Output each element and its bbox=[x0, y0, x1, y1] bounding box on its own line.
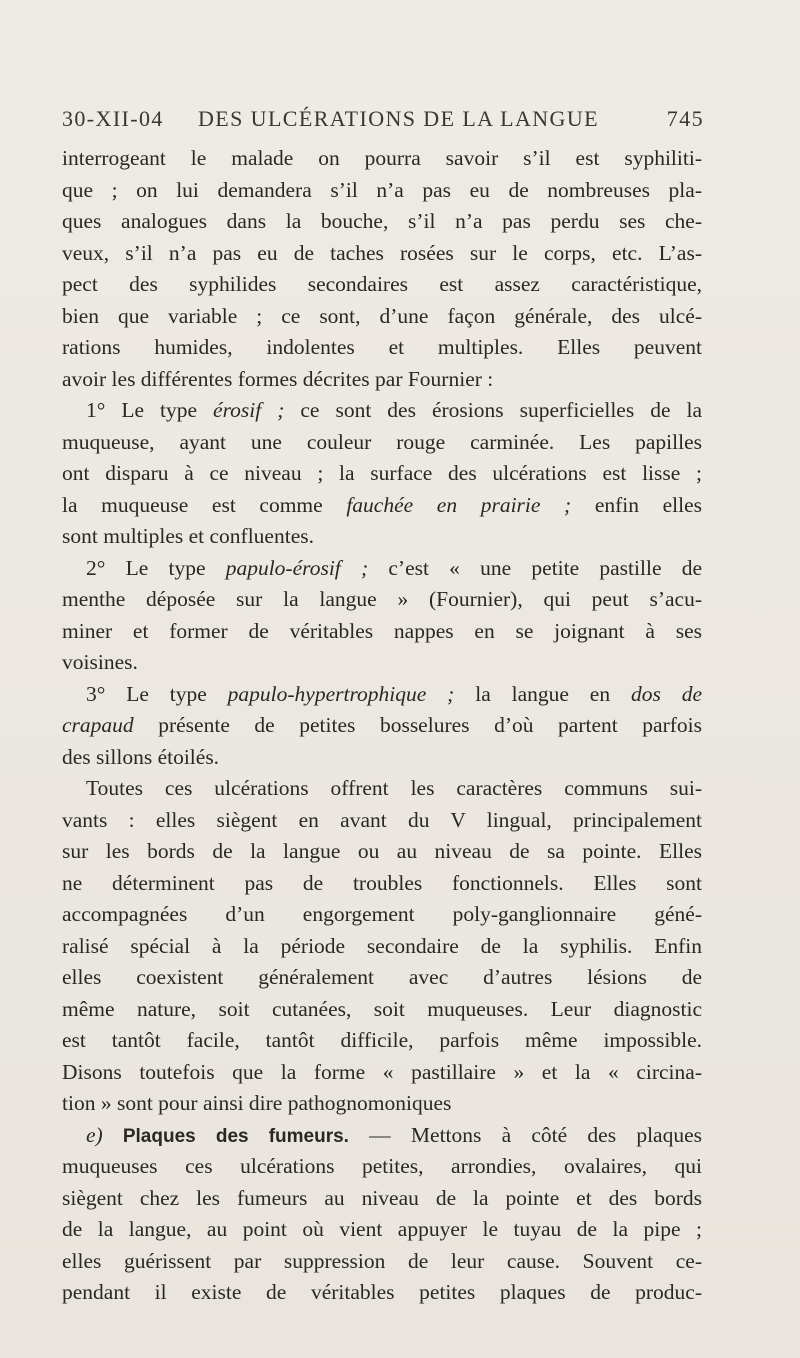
text-line bbox=[62, 868, 702, 900]
line-text: vants : elles siègent en avant du V lingual, principalement bbox=[62, 807, 702, 832]
line-text: sur les bords de la langue ou au niveau de sa pointe. Elles bbox=[62, 839, 702, 863]
line-pre: 2° Le type bbox=[86, 555, 226, 580]
text-line bbox=[62, 962, 702, 994]
text-line bbox=[62, 773, 702, 805]
text-line bbox=[62, 1246, 702, 1278]
line-text: rations humides, indolentes et multiples. Elles peuvent bbox=[62, 335, 702, 359]
header-date: 30-XII-04 bbox=[62, 106, 164, 131]
text-line bbox=[62, 301, 702, 333]
text-line bbox=[62, 805, 702, 837]
text-line bbox=[62, 679, 702, 711]
text-line bbox=[62, 1057, 702, 1089]
line-text: veux, s’il n’a pas eu de taches rosées sur le corps, etc. L’as- bbox=[62, 240, 702, 265]
line-em: papulo-hypertrophique ; bbox=[227, 681, 455, 706]
line-pre: 3° Le type bbox=[86, 681, 228, 706]
body-text bbox=[62, 143, 702, 1309]
text-line bbox=[62, 931, 702, 963]
line-bold: Plaques des fumeurs. bbox=[102, 1125, 349, 1147]
line-post: présente de petites bosselures d’où partent parfois bbox=[133, 713, 702, 737]
text-line bbox=[62, 994, 702, 1026]
line-text: avoir les différentes formes décrites par Fournier : bbox=[62, 366, 494, 391]
line-text: ont disparu à ce niveau ; la surface des ulcérations est lisse ; bbox=[62, 461, 702, 485]
text-line bbox=[62, 1183, 702, 1215]
text-line bbox=[62, 1025, 702, 1057]
line-text: ralisé spécial à la période secondaire de la syphilis. Enfin bbox=[62, 933, 702, 958]
line-text: est tantôt facile, tantôt difficile, parfois même impossible. bbox=[62, 1028, 702, 1052]
line-text: de la langue, au point où vient appuyer le tuyau de la pipe ; bbox=[62, 1217, 702, 1241]
running-header bbox=[62, 106, 704, 138]
line-pre: 1° Le type bbox=[86, 398, 214, 422]
text-line bbox=[62, 175, 702, 207]
line-text: que ; on lui demandera s’il n’a pas eu de nombreuses pla- bbox=[62, 177, 702, 202]
line-text: pendant il existe de véritables petites plaques de produc- bbox=[62, 1280, 702, 1304]
line-text: sont multiples et confluentes. bbox=[62, 524, 314, 548]
text-line bbox=[62, 1151, 702, 1183]
text-line bbox=[62, 836, 702, 868]
line-text: pect des syphilides secondaires est assez caractéristique, bbox=[62, 272, 702, 296]
text-line bbox=[62, 710, 702, 742]
text-line bbox=[62, 616, 702, 648]
line-text: même nature, soit cutanées, soit muqueuses. Leur diagnostic bbox=[62, 996, 702, 1021]
line-text: accompagnées d’un engorgement poly-ganglionnaire géné- bbox=[62, 902, 702, 926]
line-post: c’est « une petite pastille de bbox=[368, 555, 702, 580]
text-line bbox=[62, 206, 702, 238]
text-line bbox=[62, 458, 702, 490]
line-text: Disons toutefois que la forme « pastillaire » et la « circina- bbox=[62, 1059, 702, 1084]
text-line bbox=[62, 238, 702, 270]
line-text: elles coexistent généralement avec d’autres lésions de bbox=[62, 965, 702, 989]
line-em: érosif ; bbox=[213, 398, 285, 422]
line-text: interrogeant le malade on pourra savoir s’il est syphiliti- bbox=[62, 146, 702, 170]
text-line bbox=[62, 899, 702, 931]
text-line bbox=[62, 332, 702, 364]
line-pre: la muqueuse est comme bbox=[62, 492, 347, 517]
line-post: la langue en bbox=[454, 681, 631, 706]
line-em2: dos de bbox=[630, 681, 702, 706]
line-post: enfin elles bbox=[571, 492, 702, 517]
text-line bbox=[62, 521, 702, 553]
line-text: ne déterminent pas de troubles fonctionnels. Elles sont bbox=[62, 870, 702, 895]
text-line bbox=[62, 742, 702, 774]
text-line bbox=[62, 395, 702, 427]
line-text: ques analogues dans la bouche, s’il n’a pas perdu ses che- bbox=[62, 209, 702, 233]
text-line bbox=[62, 1088, 702, 1120]
text-line bbox=[62, 584, 702, 616]
text-line bbox=[62, 553, 702, 585]
header-title: DES ULCÉRATIONS DE LA LANGUE bbox=[198, 106, 599, 131]
line-em: papulo-érosif ; bbox=[225, 555, 369, 580]
text-line bbox=[62, 364, 702, 396]
line-text: Toutes ces ulcérations offrent les caractères communs sui- bbox=[86, 776, 702, 800]
line-text: siègent chez les fumeurs au niveau de la pointe et des bords bbox=[62, 1185, 702, 1210]
line-em: crapaud bbox=[62, 713, 134, 737]
line-post: — Mettons à côté des plaques bbox=[348, 1122, 702, 1147]
text-line bbox=[62, 1120, 702, 1152]
line-text: voisines. bbox=[62, 650, 138, 674]
text-line bbox=[62, 490, 702, 522]
text-line bbox=[62, 269, 702, 301]
line-text: menthe déposée sur la langue » (Fournier), qui peut s’acu- bbox=[62, 587, 702, 611]
line-text: elles guérissent par suppression de leur cause. Souvent ce- bbox=[62, 1248, 702, 1273]
text-line bbox=[62, 1214, 702, 1246]
line-text: muqueuses ces ulcérations petites, arrondies, ovalaires, qui bbox=[62, 1154, 702, 1178]
line-text: des sillons étoilés. bbox=[62, 744, 220, 769]
text-line bbox=[62, 143, 702, 175]
line-text: bien que variable ; ce sont, d’une façon générale, des ulcé- bbox=[62, 303, 702, 328]
text-line bbox=[62, 427, 702, 459]
line-text: muqueuse, ayant une couleur rouge carminée. Les papilles bbox=[62, 429, 702, 454]
line-text: miner et former de véritables nappes en se joignant à ses bbox=[62, 618, 702, 643]
page-number: 745 bbox=[666, 106, 704, 131]
line-em: e) bbox=[86, 1122, 103, 1147]
text-line bbox=[62, 647, 702, 679]
line-em: fauchée en prairie ; bbox=[346, 492, 572, 517]
line-text: tion » sont pour ainsi dire pathognomoniques bbox=[62, 1091, 452, 1115]
text-line bbox=[62, 1277, 702, 1309]
line-post: ce sont des érosions superficielles de la bbox=[284, 398, 702, 422]
